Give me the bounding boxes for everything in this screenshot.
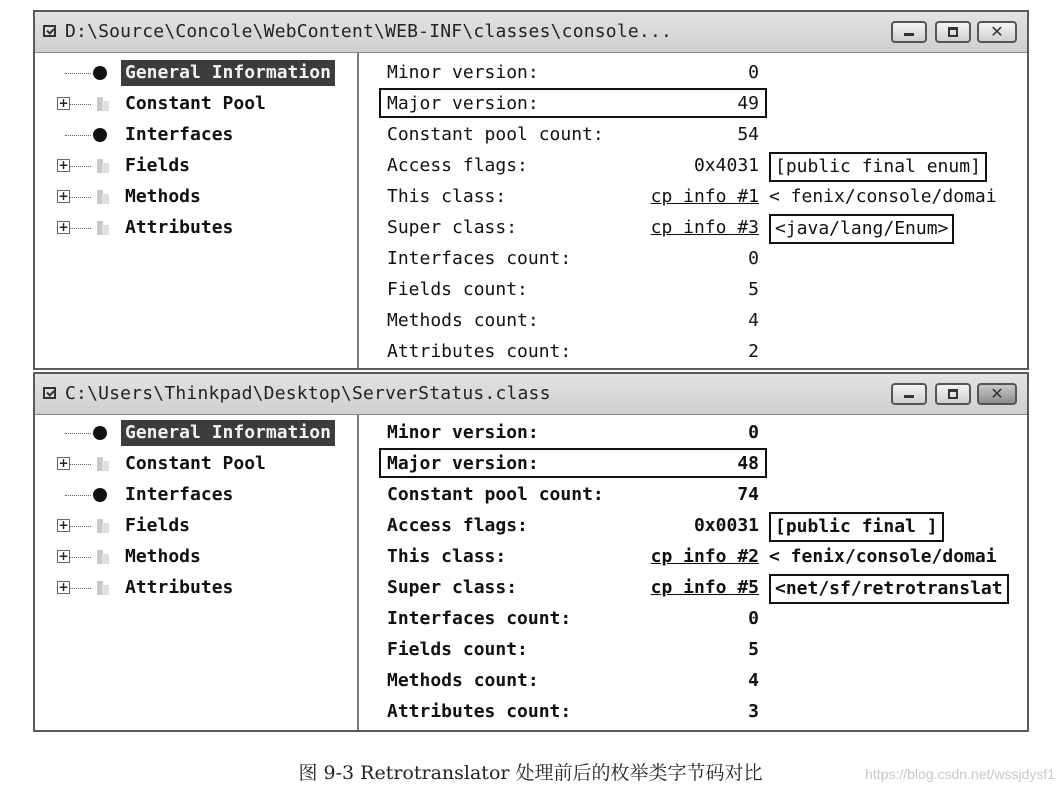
tree-item-attributes[interactable]: + Attributes	[58, 577, 234, 598]
prop-constant-pool-count: Constant pool count: 74	[387, 484, 759, 505]
super-class-link[interactable]: cp info #5	[650, 577, 759, 598]
minimize-button[interactable]	[891, 21, 927, 43]
prop-super-class: Super class: cp info #3 <java/lang/Enum>	[359, 214, 1027, 244]
leaf-node-icon	[93, 426, 107, 440]
super-class-link[interactable]: cp info #3	[650, 217, 759, 238]
window-menu-icon[interactable]	[43, 25, 56, 37]
tree-item-interfaces[interactable]: Interfaces	[35, 482, 357, 510]
expand-icon[interactable]: +	[58, 158, 69, 172]
figure-caption: 图 9-3 Retrotranslator 处理前后的枚举类字节码对比	[298, 762, 763, 784]
tree-item-fields[interactable]: + Fields	[58, 155, 191, 176]
structure-tree	[35, 415, 359, 730]
tree-item-constant-pool[interactable]: + Constant Pool	[58, 93, 266, 114]
leaf-node-icon	[93, 128, 107, 142]
this-class-link[interactable]: cp info #1	[650, 186, 759, 207]
expand-icon[interactable]: +	[58, 549, 69, 563]
tree-item-general-information[interactable]: General Information	[35, 420, 357, 448]
folder-icon	[93, 517, 111, 535]
folder-icon	[93, 157, 111, 175]
access-flags-description: [public final enum]	[769, 152, 987, 182]
this-class-name: < fenix/console/domai	[769, 186, 997, 207]
tree-item-constant-pool[interactable]: + Constant Pool	[58, 453, 266, 474]
window-title: C:\Users\Thinkpad\Desktop\ServerStatus.class	[65, 383, 551, 404]
folder-icon	[93, 579, 111, 597]
tree-item-fields[interactable]: + Fields	[58, 515, 191, 536]
super-class-name: <net/sf/retrotranslat	[769, 574, 1009, 604]
prop-access-flags: Access flags: 0x0031 [public final ]	[359, 512, 1027, 542]
expand-icon[interactable]: +	[58, 220, 69, 234]
this-class-link[interactable]: cp info #2	[650, 546, 759, 567]
leaf-node-icon	[93, 66, 107, 80]
maximize-button[interactable]	[935, 21, 971, 43]
folder-icon	[93, 548, 111, 566]
expand-icon[interactable]: +	[58, 580, 69, 594]
leaf-node-icon	[93, 488, 107, 502]
tree-item-interfaces[interactable]: Interfaces	[35, 122, 357, 150]
prop-major-version: Major version: 49	[387, 93, 759, 114]
access-flags-description: [public final ]	[769, 512, 944, 542]
window-titlebar[interactable]	[35, 12, 1027, 53]
expand-icon[interactable]: +	[58, 456, 69, 470]
prop-attributes-count: Attributes count: 2	[387, 341, 759, 362]
prop-major-version: Major version: 48	[387, 453, 759, 474]
prop-constant-pool-count: Constant pool count: 54	[387, 124, 759, 145]
tree-item-general-information[interactable]: General Information	[35, 60, 357, 88]
prop-minor-version: Minor version: 0	[387, 422, 759, 443]
window-titlebar[interactable]	[35, 374, 1027, 415]
expand-icon[interactable]: +	[58, 189, 69, 203]
prop-fields-count: Fields count: 5	[387, 279, 759, 300]
tree-item-methods[interactable]: + Methods	[58, 546, 201, 567]
watermark-url: https://blog.csdn.net/wssjdysf1	[865, 766, 1055, 782]
super-class-name: <java/lang/Enum>	[769, 214, 954, 244]
close-button[interactable]	[977, 383, 1017, 405]
prop-super-class: Super class: cp info #5 <net/sf/retrotranslat	[359, 574, 1027, 604]
folder-icon	[93, 219, 111, 237]
prop-methods-count: Methods count: 4	[387, 670, 759, 691]
prop-methods-count: Methods count: 4	[387, 310, 759, 331]
prop-minor-version: Minor version: 0	[387, 62, 759, 83]
prop-attributes-count: Attributes count: 3	[387, 701, 759, 722]
folder-icon	[93, 188, 111, 206]
structure-tree	[35, 53, 359, 368]
expand-icon[interactable]: +	[58, 96, 69, 110]
folder-icon	[93, 455, 111, 473]
maximize-button[interactable]	[935, 383, 971, 405]
tree-item-attributes[interactable]: + Attributes	[58, 217, 234, 238]
tree-item-methods[interactable]: + Methods	[58, 186, 201, 207]
close-button[interactable]	[977, 21, 1017, 43]
minimize-button[interactable]	[891, 383, 927, 405]
folder-icon	[93, 95, 111, 113]
window-menu-icon[interactable]	[43, 387, 56, 399]
properties-panel	[359, 415, 1027, 730]
properties-panel	[359, 53, 1027, 368]
prop-interfaces-count: Interfaces count: 0	[387, 248, 759, 269]
prop-interfaces-count: Interfaces count: 0	[387, 608, 759, 629]
expand-icon[interactable]: +	[58, 518, 69, 532]
window-title: D:\Source\Concole\WebContent\WEB-INF\classes\console...	[65, 21, 673, 42]
prop-this-class: This class: cp info #2 < fenix/console/domai	[387, 546, 997, 567]
prop-fields-count: Fields count: 5	[387, 639, 759, 660]
class-viewer-window-2	[33, 372, 1029, 732]
prop-access-flags: Access flags: 0x4031 [public final enum]	[359, 152, 1027, 182]
class-viewer-window-1	[33, 10, 1029, 370]
prop-this-class: This class: cp info #1 < fenix/console/domai	[387, 186, 997, 207]
this-class-name: < fenix/console/domai	[769, 546, 997, 567]
